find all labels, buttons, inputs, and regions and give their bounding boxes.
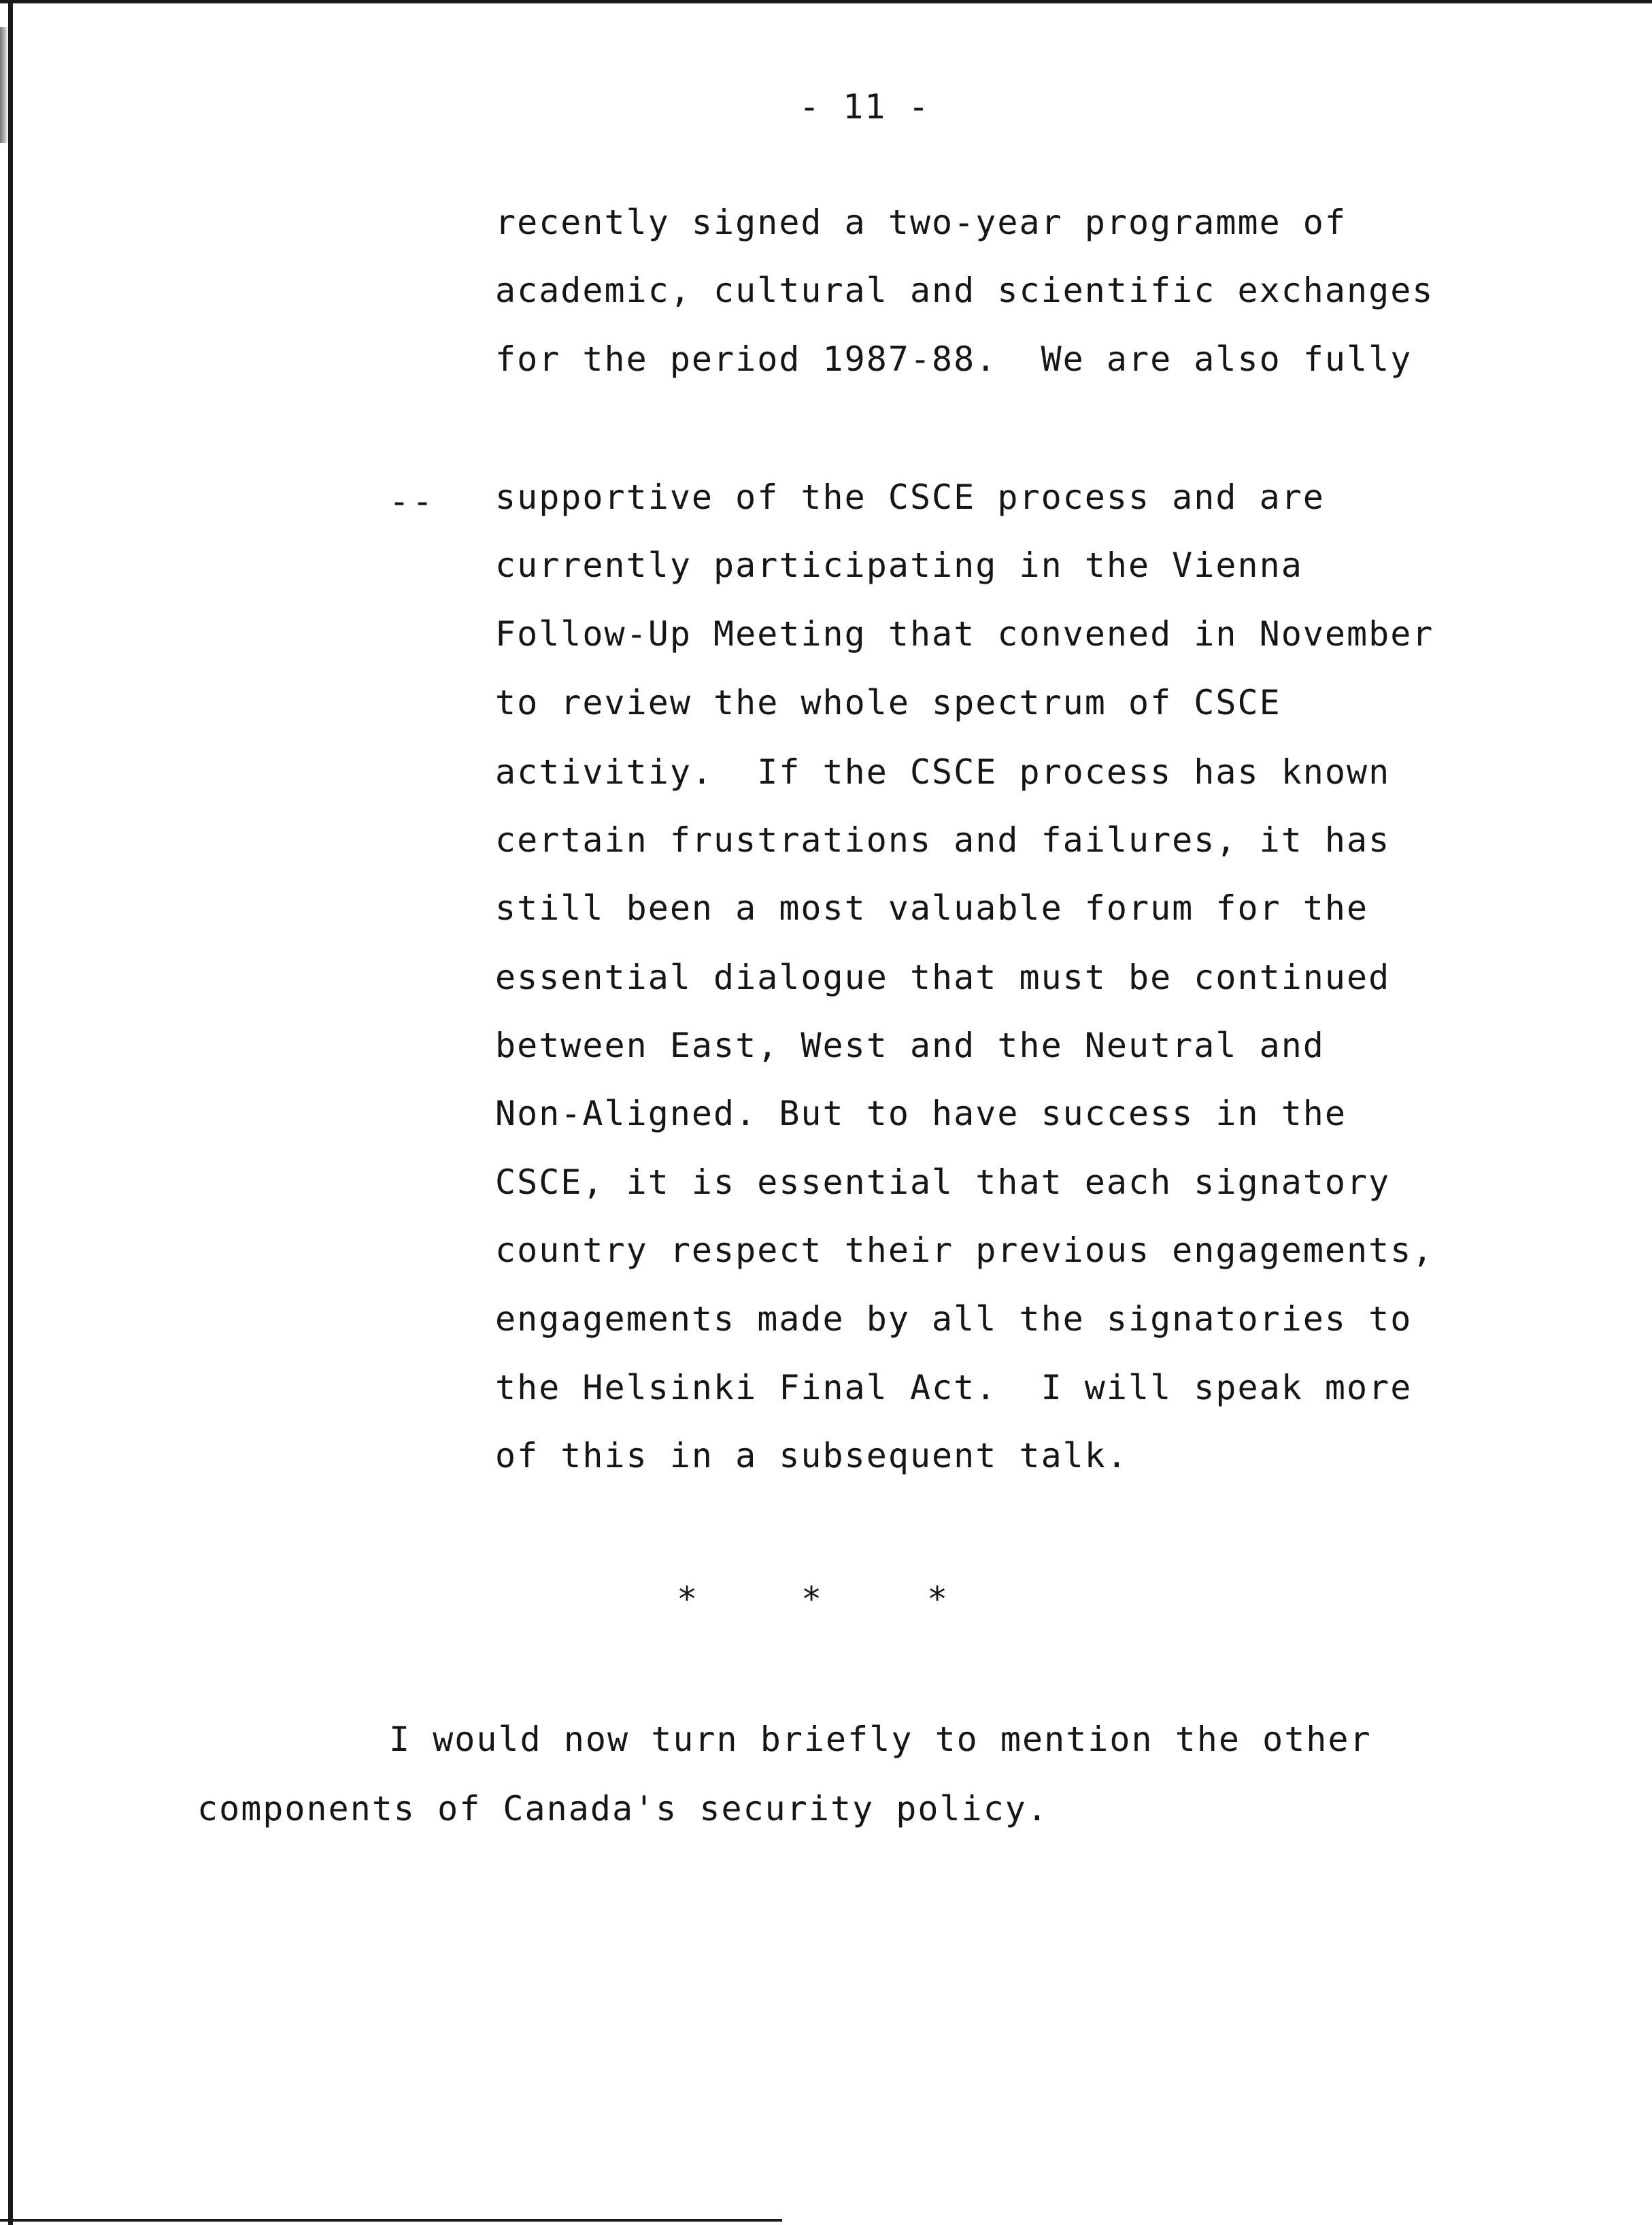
text-line: components of Canada's security policy. <box>197 1789 1049 1828</box>
text-line: country respect their previous engagements, <box>495 1231 1434 1270</box>
text-line: supportive of the CSCE process and are <box>495 478 1325 517</box>
separator-star: * <box>801 1579 822 1619</box>
text-line: to review the whole spectrum of CSCE <box>495 683 1281 722</box>
text-line: I would now turn briefly to mention the other <box>389 1720 1372 1759</box>
text-line: CSCE, it is essential that each signatory <box>495 1162 1391 1202</box>
text-line: for the period 1987-88. We are also fully <box>495 339 1413 379</box>
scan-bottom-edge <box>0 2219 782 2222</box>
separator-star: * <box>927 1579 948 1619</box>
text-line: still been a most valuable forum for the <box>495 888 1369 928</box>
text-line: essential dialogue that must be continued <box>495 958 1391 997</box>
text-line: currently participating in the Vienna <box>495 546 1303 585</box>
text-line: engagements made by all the signatories to <box>495 1299 1413 1339</box>
scan-top-edge <box>0 0 1652 3</box>
text-line: activitiy. If the CSCE process has known <box>495 752 1391 792</box>
text-line: recently signed a two-year programme of <box>495 203 1347 242</box>
page-number: - 11 - <box>799 87 930 127</box>
text-line: of this in a subsequent talk. <box>495 1436 1128 1475</box>
text-line: the Helsinki Final Act. I will speak more <box>495 1368 1413 1407</box>
text-line: between East, West and the Neutral and <box>495 1026 1325 1065</box>
list-marker: -- <box>389 482 436 521</box>
text-line: academic, cultural and scientific exchanges <box>495 271 1434 310</box>
text-line: certain frustrations and failures, it has <box>495 820 1391 860</box>
scan-binding-shadow <box>0 27 8 143</box>
separator-star: * <box>677 1579 698 1619</box>
text-line: Non-Aligned. But to have success in the <box>495 1094 1347 1133</box>
scan-left-edge <box>8 0 13 2225</box>
text-line: Follow-Up Meeting that convened in November <box>495 614 1434 654</box>
